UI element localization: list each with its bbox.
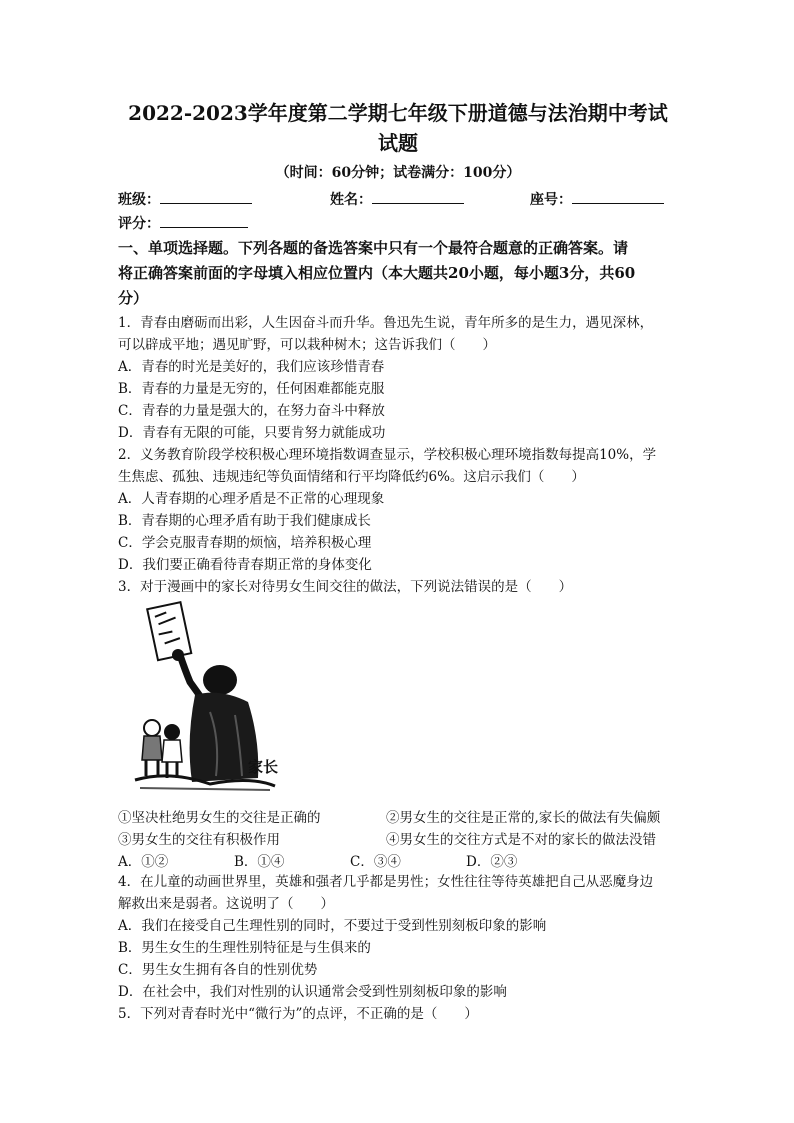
q4-option-c[interactable]: C．男生女生拥有各自的性别优势 [118,962,318,978]
q3-statement-2: ②男女生的交往是正常的,家长的做法有失偏颇 [386,810,661,826]
class-blank[interactable] [160,189,252,204]
q4-stem-line2: 解救出来是弱者。这说明了（ ） [118,896,334,912]
exam-title-line1: 2022-2023学年度第二学期七年级下册道德与法治期中考试 [128,101,668,125]
name-blank[interactable] [372,189,464,204]
q1-option-b[interactable]: B．青春的力量是无穷的，任何困难都能克服 [118,381,385,397]
q3-option-d[interactable]: D．②③ [466,854,518,870]
q2-option-a[interactable]: A．人青春期的心理矛盾是不正常的心理现象 [118,491,385,507]
q2-option-c[interactable]: C．学会克服青春期的烦恼，培养积极心理 [118,535,372,551]
q1-stem-line2: 可以辟成平地；遇见旷野，可以栽种树木；这告诉我们（ ） [118,337,496,353]
seat-label: 座号： [530,192,572,208]
q5-stem: 5．下列对青春时光中“微行为”的点评，不正确的是（ ） [118,1006,478,1022]
q2-stem-line1: 2．义务教育阶段学校积极心理环境指数调查显示，学校积极心理环境指数每提高10%，学 [118,447,657,463]
name-field [330,189,464,209]
exam-subtitle: （时间：60分钟；试卷满分：100分） [275,165,521,181]
q1-option-a[interactable]: A．青春的时光是美好的，我们应该珍惜青春 [118,359,385,375]
q4-option-a[interactable]: A．我们在接受自己生理性别的同时，不要过于受到性别刻板印象的影响 [118,918,547,934]
q3-statement-3: ③男女生的交往有积极作用 [118,832,280,848]
section1-instruction-line1: 一、单项选择题。下列各题的备选答案中只有一个最符合题意的正确答案。请 [118,239,629,257]
score-field [118,213,248,233]
q3-option-b[interactable]: B．①④ [234,854,285,870]
seat-blank[interactable] [572,189,664,204]
cartoon-parent-label: 家长 [248,758,279,776]
q1-option-d[interactable]: D．青春有无限的可能，只要肯努力就能成功 [118,425,386,441]
score-blank[interactable] [160,213,248,228]
q4-stem-line1: 4．在儿童的动画世界里，英雄和强者几乎都是男性；女性往往等待英雄把自己从恶魔身边 [118,874,654,890]
q2-stem-line2: 生焦虑、孤独、违规违纪等负面情绪和行平均降低约6%。这启示我们（ ） [118,469,585,485]
q2-option-b[interactable]: B．青春期的心理矛盾有助于我们健康成长 [118,513,371,529]
class-field [118,189,252,209]
q1-option-c[interactable]: C．青春的力量是强大的，在努力奋斗中释放 [118,403,385,419]
section1-instruction-line3: 分） [118,289,149,307]
section1-instruction-line2: 将正确答案前面的字母填入相应位置内（本大题共20小题，每小题3分，共60 [118,264,636,282]
q2-option-d[interactable]: D．我们要正确看待青春期正常的身体变化 [118,557,372,573]
q3-stem: 3．对于漫画中的家长对待男女生间交往的做法，下列说法错误的是（ ） [118,579,573,595]
exam-title-line2: 试题 [378,131,418,155]
name-label: 姓名： [330,192,372,208]
q3-option-a[interactable]: A．①② [118,854,169,870]
class-label: 班级： [118,192,160,208]
q1-stem-line1: 1．青春由磨砺而出彩，人生因奋斗而升华。鲁迅先生说，青年所多的是生力，遇见深林， [118,315,654,331]
q3-option-c[interactable]: C．③④ [350,854,401,870]
q3-statement-4: ④男女生的交往方式是不对的家长的做法没错 [386,832,656,848]
q3-statement-1: ①坚决杜绝男女生的交往是正确的 [118,810,321,826]
seat-field [530,189,664,209]
q4-option-d[interactable]: D．在社会中，我们对性别的认识通常会受到性别刻板印象的影响 [118,984,507,1000]
parent-cartoon-image [130,600,280,800]
q4-option-b[interactable]: B．男生女生的生理性别特征是与生俱来的 [118,940,371,956]
score-label: 评分： [118,216,160,232]
